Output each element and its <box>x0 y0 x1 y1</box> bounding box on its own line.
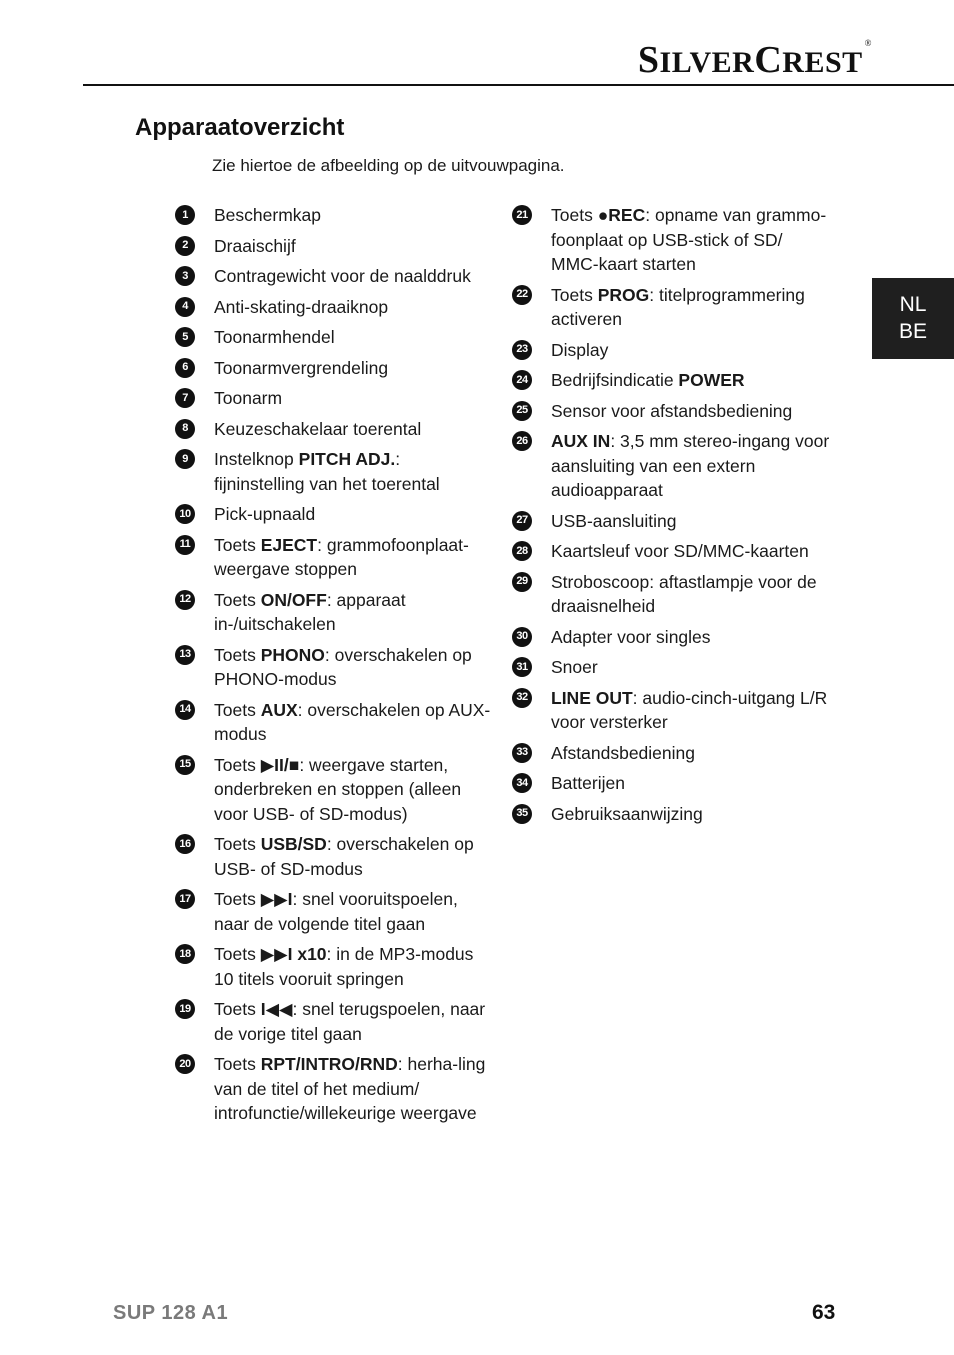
item-text-post: : grammofoonplaat-weergave stoppen <box>214 534 469 579</box>
item-number-badge: 1 <box>175 205 195 225</box>
item-text-bold: EJECT <box>260 534 318 555</box>
item-text <box>551 338 832 363</box>
item-text-bold: PITCH ADJ. <box>298 449 396 469</box>
item-text <box>551 399 832 424</box>
list-item <box>175 753 495 827</box>
item-text-pre: Toets <box>551 284 598 305</box>
item-text-pre: Toets <box>214 534 261 555</box>
item-number-badge: 8 <box>175 419 195 439</box>
list-item <box>175 643 495 692</box>
list-item <box>512 429 832 503</box>
list-item <box>175 698 495 747</box>
item-text-pre: Afstandsbediening <box>551 742 695 763</box>
item-text-pre: Bedrijfsindicatie <box>551 370 679 390</box>
item-text <box>551 625 832 650</box>
item-text-pre: Stroboscoop: aftastlampje voor de draaisnelheid <box>551 571 817 616</box>
list-item <box>175 502 495 527</box>
item-text <box>214 447 495 496</box>
item-number-badge: 29 <box>512 572 532 592</box>
item-text-pre: Toonarmhendel <box>214 327 335 347</box>
item-text-pre: Toets <box>214 944 261 964</box>
list-item <box>512 509 832 534</box>
item-text <box>214 295 495 320</box>
item-text-pre: Anti-skating-draaiknop <box>214 296 389 317</box>
item-text-pre: Toets <box>214 999 261 1019</box>
item-text-pre: Toets <box>214 834 261 854</box>
language-tab <box>872 278 954 359</box>
item-text <box>214 887 495 936</box>
item-number-badge: 24 <box>512 370 532 390</box>
item-text <box>551 802 832 827</box>
item-text-pre: Toets <box>214 889 261 909</box>
parts-list-left <box>175 203 495 1132</box>
item-text-pre: Display <box>551 339 609 360</box>
item-number-badge: 17 <box>175 889 195 909</box>
item-number-badge: 19 <box>175 999 195 1019</box>
item-text <box>214 698 495 747</box>
item-number-badge: 5 <box>175 327 195 347</box>
item-text-pre: Snoer <box>551 657 598 677</box>
list-item <box>512 399 832 424</box>
item-text <box>214 386 495 411</box>
list-item <box>512 338 832 363</box>
list-item <box>512 741 832 766</box>
item-text <box>551 686 832 735</box>
item-text <box>551 368 832 393</box>
item-text <box>214 1052 495 1126</box>
list-item <box>175 295 495 320</box>
item-number-badge: 10 <box>175 504 195 524</box>
item-number-badge: 21 <box>512 205 532 225</box>
item-text <box>214 832 495 881</box>
item-number-badge: 12 <box>175 590 195 610</box>
item-number-badge: 22 <box>512 285 532 305</box>
item-text <box>551 655 832 680</box>
item-number-badge: 34 <box>512 773 532 793</box>
item-text-pre: Pick-upnaald <box>214 504 316 524</box>
item-text-pre: Keuzeschakelaar toerental <box>214 418 422 439</box>
item-text-pre: Toonarmvergrendeling <box>214 357 389 378</box>
item-number-badge: 26 <box>512 431 532 451</box>
list-item <box>175 356 495 381</box>
item-text <box>214 234 495 259</box>
list-item <box>512 655 832 680</box>
list-item <box>175 1052 495 1126</box>
model-number: SUP 128 A1 <box>113 1302 229 1324</box>
item-text-pre: Toonarm <box>214 388 283 408</box>
item-number-badge: 2 <box>175 236 195 256</box>
item-text-pre: Beschermkap <box>214 205 321 225</box>
item-text-pre: Instelknop <box>214 449 299 469</box>
item-text-post: : apparaat in-/uitschakelen <box>214 589 406 634</box>
item-text-post: : weergave starten, onderbreken en stoppen (alleen voor USB- of SD-modus) <box>214 754 462 824</box>
item-number-badge: 25 <box>512 401 532 421</box>
list-item <box>512 625 832 650</box>
item-number-badge: 9 <box>175 449 195 469</box>
item-number-badge: 4 <box>175 297 195 317</box>
item-text <box>214 264 495 289</box>
item-text-pre: Toets <box>214 589 261 610</box>
item-text-post: : snel vooruitspoelen, naar de volgende titel gaan <box>214 889 458 934</box>
item-text-post: : overschakelen op PHONO-modus <box>214 644 472 689</box>
item-number-badge: 30 <box>512 627 532 647</box>
item-number-badge: 28 <box>512 541 532 561</box>
item-text <box>214 502 495 527</box>
item-text-bold: USB/SD <box>260 834 327 854</box>
item-text-post: : fijninstelling van het toerental <box>214 449 440 494</box>
item-text-bold: I◀◀ <box>260 999 293 1019</box>
list-item <box>512 539 832 564</box>
page-number: 63 <box>812 1301 836 1324</box>
item-text-post: : herha-ling van de titel of het medium/ introfunctie/willekeurige weergave <box>214 1054 486 1123</box>
item-text-bold: AUX <box>260 699 298 720</box>
item-text-pre: Toets <box>214 1054 261 1074</box>
list-item <box>175 325 495 350</box>
item-text-pre: USB-aansluiting <box>551 510 677 531</box>
list-item <box>175 997 495 1046</box>
header-rule <box>83 84 954 86</box>
item-text-bold: POWER <box>678 370 745 390</box>
list-item <box>175 533 495 582</box>
item-text <box>214 588 495 637</box>
item-number-badge: 20 <box>175 1054 195 1074</box>
language-code-be: BE <box>898 320 927 343</box>
item-text-bold: ▶II/■ <box>260 754 300 775</box>
list-item <box>175 942 495 991</box>
list-item <box>175 832 495 881</box>
item-number-badge: 27 <box>512 511 532 531</box>
item-text-pre: Toets <box>551 205 598 225</box>
item-number-badge: 11 <box>175 535 195 555</box>
item-text-bold: PHONO <box>260 644 325 665</box>
list-item <box>175 887 495 936</box>
list-item <box>175 234 495 259</box>
item-number-badge: 6 <box>175 358 195 378</box>
item-text-post: : snel terugspoelen, naar de vorige titel gaan <box>214 999 486 1044</box>
item-text <box>214 417 495 442</box>
item-text <box>214 356 495 381</box>
item-text-post: : 3,5 mm stereo-ingang voor aansluiting van een extern audioapparaat <box>551 431 830 500</box>
item-text <box>214 643 495 692</box>
item-number-badge: 3 <box>175 266 195 286</box>
item-number-badge: 18 <box>175 944 195 964</box>
item-text <box>214 997 495 1046</box>
list-item <box>175 417 495 442</box>
list-item <box>512 283 832 332</box>
list-item <box>175 203 495 228</box>
list-item <box>512 771 832 796</box>
page-title: Apparaatoverzicht <box>135 114 345 141</box>
item-number-badge: 32 <box>512 688 532 708</box>
item-text <box>551 429 832 503</box>
item-text-bold: RPT/INTRO/RND <box>260 1054 398 1074</box>
item-text-pre: Sensor voor afstandsbediening <box>551 400 793 421</box>
item-text-pre: Toets <box>214 754 261 775</box>
item-number-badge: 23 <box>512 340 532 360</box>
item-text-post: : audio-cinch-uitgang L/R voor versterker <box>551 687 828 732</box>
item-text-bold: LINE OUT <box>551 687 633 708</box>
item-text <box>551 741 832 766</box>
item-text <box>551 283 832 332</box>
item-text-bold: PROG <box>597 284 650 305</box>
item-number-badge: 14 <box>175 700 195 720</box>
list-item <box>512 368 832 393</box>
item-text <box>214 325 495 350</box>
item-number-badge: 35 <box>512 804 532 824</box>
list-item <box>512 203 832 277</box>
language-code-nl: NL <box>899 293 927 316</box>
item-number-badge: 16 <box>175 834 195 854</box>
item-text <box>551 771 832 796</box>
item-text-pre: Kaartsleuf voor SD/MMC-kaarten <box>551 541 809 561</box>
item-text-bold: ON/OFF <box>260 589 327 610</box>
item-text-pre: Batterijen <box>551 773 625 793</box>
item-text-bold: ●REC <box>597 205 646 225</box>
item-text-pre: Gebruiksaanwijzing <box>551 803 703 824</box>
item-text <box>214 942 495 991</box>
item-text-pre: Toets <box>214 699 261 720</box>
item-text-bold: AUX IN <box>551 431 611 451</box>
item-text-post: : overschakelen op AUX-modus <box>214 699 491 744</box>
list-item <box>512 802 832 827</box>
item-text <box>551 570 832 619</box>
item-text-post: : titelprogrammering activeren <box>551 284 805 329</box>
item-text-bold: ▶▶I x10 <box>260 944 327 964</box>
item-text-pre: Toets <box>214 644 261 665</box>
list-item <box>175 386 495 411</box>
list-item <box>512 686 832 735</box>
item-text-pre: Contragewicht voor de naalddruk <box>214 266 471 286</box>
item-text-bold: ▶▶I <box>260 889 293 909</box>
item-number-badge: 33 <box>512 743 532 763</box>
list-item <box>512 570 832 619</box>
item-text-post: : in de MP3-modus 10 titels vooruit springen <box>214 944 474 989</box>
item-number-badge: 13 <box>175 645 195 665</box>
item-text-post: : opname van grammo-foonplaat op USB-stick of SD/ MMC-kaart starten <box>551 205 827 274</box>
list-item <box>175 588 495 637</box>
item-text <box>551 539 832 564</box>
item-text <box>214 203 495 228</box>
item-text-pre: Adapter voor singles <box>551 626 711 647</box>
item-text <box>214 533 495 582</box>
item-text <box>551 509 832 534</box>
item-number-badge: 15 <box>175 755 195 775</box>
intro-text: Zie hiertoe de afbeelding op de uitvouwpagina. <box>212 156 565 175</box>
item-text-pre: Draaischijf <box>214 235 296 256</box>
item-text-post: : overschakelen op USB- of SD-modus <box>214 834 474 879</box>
item-text <box>551 203 832 277</box>
list-item <box>175 264 495 289</box>
item-number-badge: 31 <box>512 657 532 677</box>
parts-list-right <box>512 203 832 832</box>
item-number-badge: 7 <box>175 388 195 408</box>
silvercrest-logo: SILVERCREST® <box>637 38 872 81</box>
item-text <box>214 753 495 827</box>
list-item <box>175 447 495 496</box>
